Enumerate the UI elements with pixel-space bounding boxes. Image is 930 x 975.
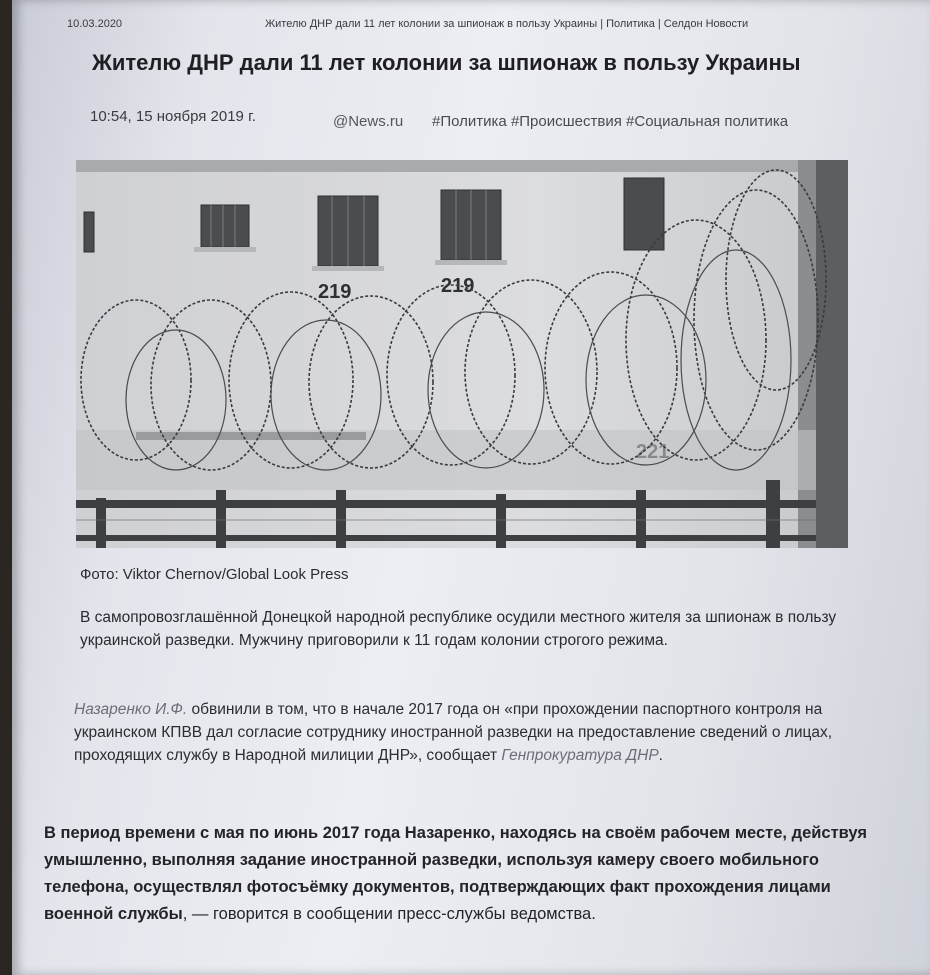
- window-number-1: 219: [318, 281, 352, 303]
- tag-politics[interactable]: #Политика: [432, 113, 507, 130]
- tag-list: [432, 113, 788, 130]
- publish-time: 10:54, 15 ноября 2019 г.: [90, 108, 256, 125]
- paragraph-text: обвинили в том, что в начале 2017 года он «при прохождении паспортного контроля на украинском КПВВ дал согласие сотруднику иностранной разведки на предоставление сведений о лицах, проходящих службу в Народной милиции ДНР», сообщает: [74, 701, 833, 764]
- source-link[interactable]: @News.ru: [333, 113, 404, 130]
- window-number-2: 219: [441, 275, 475, 297]
- press-quote: [44, 820, 904, 928]
- print-page-title: Жителю ДНР дали 11 лет колонии за шпионаж в пользу Украины | Политика | Селдон Новости: [265, 18, 749, 30]
- photo-caption: Фото: Viktor Chernov/Global Look Press: [80, 566, 349, 583]
- prison-fence-photo: [76, 160, 848, 548]
- paragraph-end: .: [658, 747, 663, 764]
- article-photo: [76, 160, 848, 548]
- article-title: Жителю ДНР дали 11 лет колонии за шпионаж в пользу Украины: [92, 50, 801, 75]
- article-lead: В самопровозглашённой Донецкой народной республике осудили местного жителя за шпионаж в пользу украинской разведки. Мужчину приговорили к 11 годам колонии строгого режима.: [80, 609, 837, 649]
- print-date: 10.03.2020: [67, 18, 123, 30]
- printed-paper: [12, 0, 930, 975]
- name-link[interactable]: Назаренко И.Ф.: [74, 701, 188, 718]
- tag-social-policy[interactable]: #Социальная политика: [626, 113, 789, 130]
- article-paragraph: [74, 698, 884, 767]
- tag-incidents[interactable]: #Происшествия: [510, 113, 622, 130]
- quote-tail: , — говорится в сообщении пресс-службы ведомства.: [182, 905, 596, 923]
- quote-bold-text: В период времени с мая по июнь 2017 года Назаренко, находясь на своём рабочем месте, действуя умышленно, выполняя задание иностранной разведки, используя камеру своего мобильного телефона, осуществлял фотосъёмку документов, подтверждающих факт прохождения лицами военной службы: [44, 824, 867, 923]
- prosecutor-link[interactable]: Генпрокуратура ДНР: [501, 747, 659, 764]
